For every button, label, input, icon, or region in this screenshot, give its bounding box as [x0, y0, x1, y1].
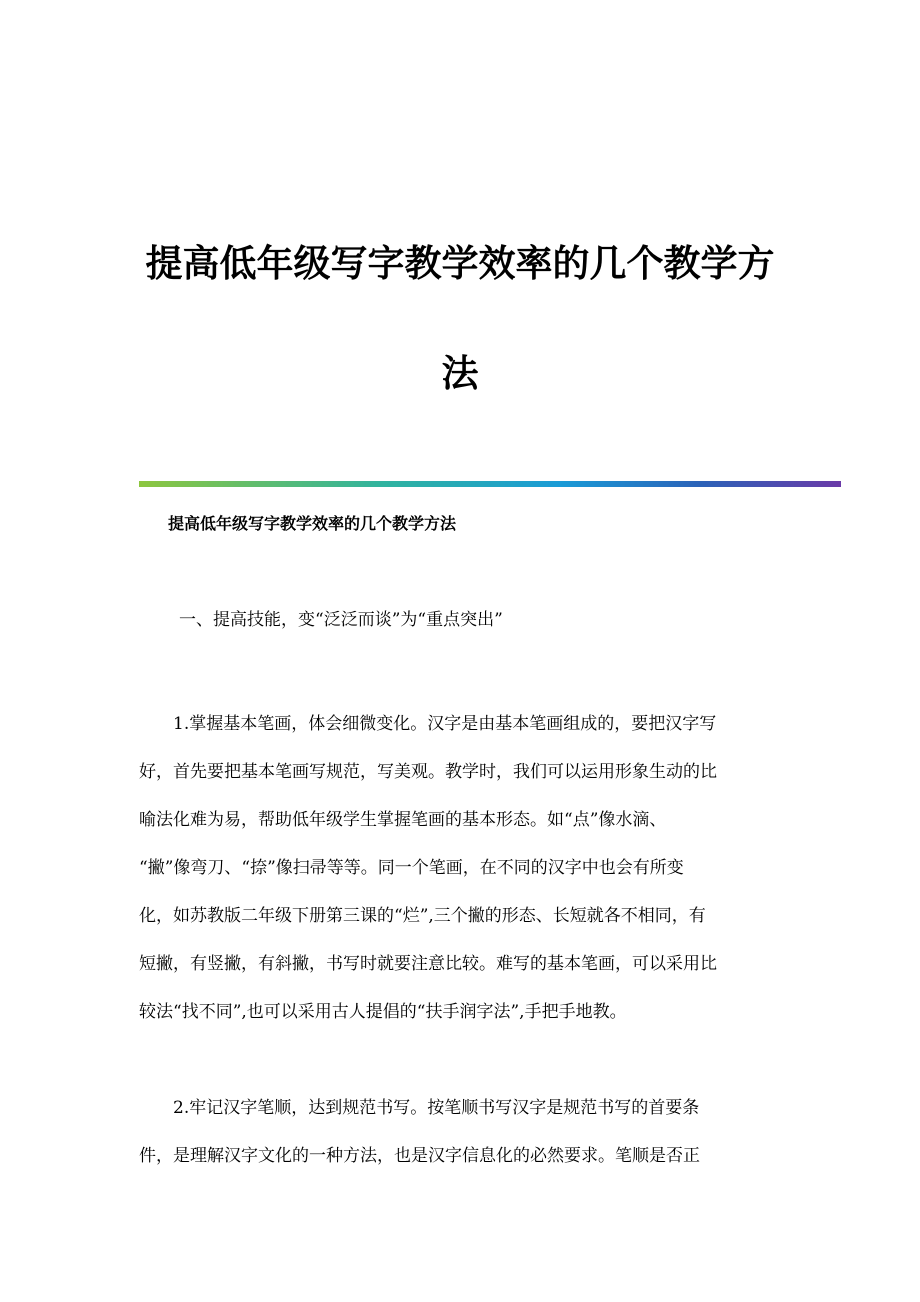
- paragraph-1: [139, 700, 789, 1036]
- paragraph-line: 化，如苏教版二年级下册第三课的“烂”,三个撇的形态、长短就各不相同，有: [139, 906, 706, 926]
- paragraph-line: 1.掌握基本笔画，体会细微变化。汉字是由基本笔画组成的，要把汉字写: [173, 714, 717, 734]
- paragraph-line: 较法“找不同”,也可以采用古人提倡的“扶手润字法”,手把手地教。: [139, 1002, 627, 1022]
- paragraph-line: 喻法化难为易，帮助低年级学生掌握笔画的基本形态。如“点”像水滴、: [139, 810, 667, 830]
- document-subtitle: 提高低年级写字教学效率的几个教学方法: [168, 514, 457, 533]
- gradient-divider: [139, 481, 841, 487]
- paragraph-line: 好，首先要把基本笔画写规范，写美观。教学时，我们可以运用形象生动的比: [139, 762, 717, 782]
- section-heading: 一、提高技能，变“泛泛而谈”为“重点突出”: [179, 610, 503, 630]
- document-title-line-1: 提高低年级写字教学效率的几个教学方: [145, 241, 775, 285]
- paragraph-line: 短撇，有竖撇，有斜撇，书写时就要注意比较。难写的基本笔画，可以采用比: [139, 954, 717, 974]
- paragraph-line: 2.牢记汉字笔顺，达到规范书写。按笔顺书写汉字是规范书写的首要条: [173, 1098, 700, 1118]
- paragraph-line: “撇”像弯刀、“捺”像扫帚等等。同一个笔画，在不同的汉字中也会有所变: [139, 858, 684, 878]
- paragraph-line: 件，是理解汉字文化的一种方法，也是汉字信息化的必然要求。笔顺是否正: [139, 1146, 700, 1166]
- document-title-line-2: 法: [441, 351, 479, 395]
- paragraph-2: [139, 1084, 789, 1180]
- document-title: [120, 208, 800, 428]
